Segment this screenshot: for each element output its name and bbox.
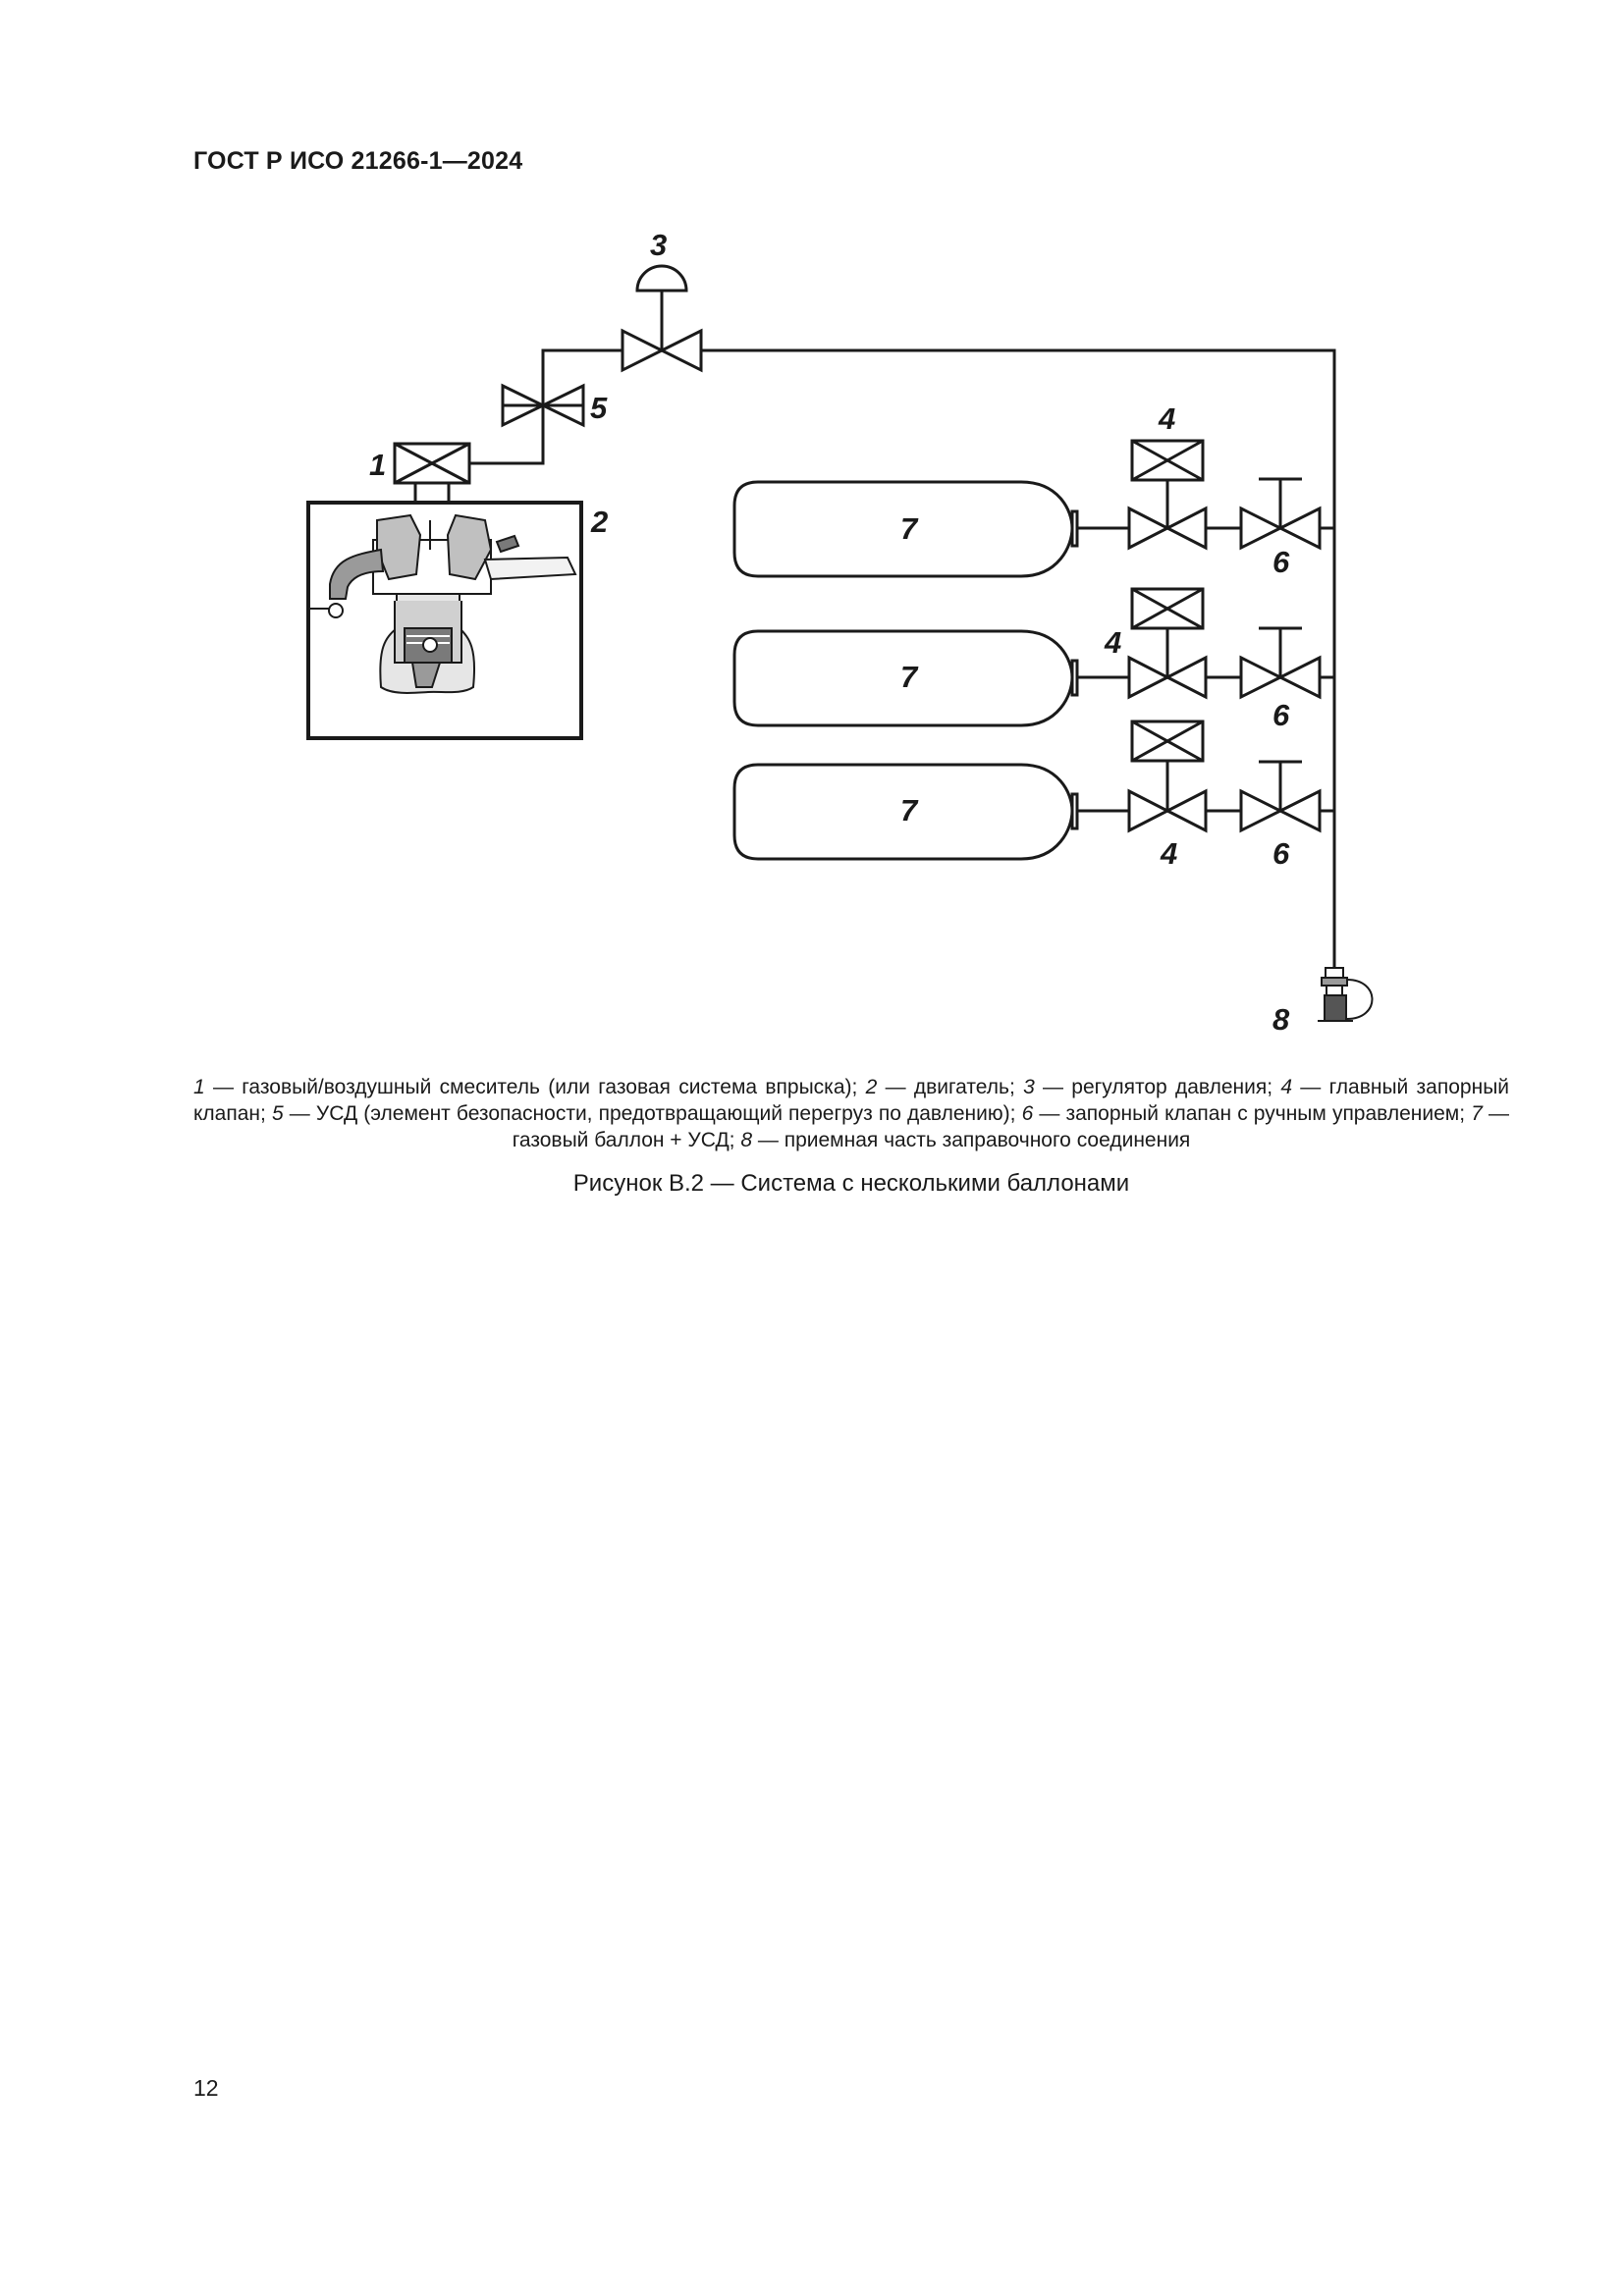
page-number: 12 bbox=[193, 2075, 219, 2101]
legend-text: — УСД (элемент безопасности, предотвращающий перегруз по давлению); bbox=[283, 1102, 1022, 1125]
legend-num: 7 bbox=[1471, 1102, 1483, 1125]
gas-air-mixer bbox=[395, 444, 469, 503]
legend-text: — газовый баллон + УСД; bbox=[512, 1102, 1509, 1151]
engine bbox=[308, 503, 581, 738]
legend-num: 3 bbox=[1023, 1076, 1035, 1098]
label-main-valve-bot: 4 bbox=[1161, 836, 1178, 871]
label-mixer: 1 bbox=[369, 448, 387, 482]
label-prd: 5 bbox=[590, 391, 608, 425]
legend-text: — регулятор давления; bbox=[1034, 1076, 1281, 1098]
label-engine: 2 bbox=[591, 505, 609, 539]
pressure-regulator bbox=[623, 266, 701, 370]
label-cylinder-top: 7 bbox=[900, 511, 918, 546]
cylinder-row-middle bbox=[734, 589, 1334, 725]
document-header: ГОСТ Р ИСО 21266-1—2024 bbox=[193, 147, 523, 175]
legend-text: — запорный клапан с ручным управлением; bbox=[1033, 1102, 1472, 1125]
legend-text: — главный запорный клапан; bbox=[193, 1076, 1510, 1125]
label-cylinder-mid: 7 bbox=[900, 660, 918, 694]
legend-text: — двигатель; bbox=[877, 1076, 1024, 1098]
legend-num: 5 bbox=[271, 1102, 284, 1125]
label-receptacle: 8 bbox=[1272, 1002, 1290, 1037]
legend-num: 1 bbox=[193, 1076, 205, 1098]
refuelling-receptacle bbox=[1318, 968, 1373, 1021]
label-manual-valve-top: 6 bbox=[1272, 545, 1290, 579]
label-manual-valve-mid: 6 bbox=[1272, 698, 1290, 732]
legend-num: 4 bbox=[1280, 1076, 1293, 1098]
label-main-valve-mid: 4 bbox=[1105, 625, 1122, 660]
label-manual-valve-bot: 6 bbox=[1272, 836, 1290, 871]
legend-num: 6 bbox=[1021, 1102, 1034, 1125]
legend-text: — газовый/воздушный смеситель (или газовая система впрыска); bbox=[204, 1076, 866, 1098]
label-regulator: 3 bbox=[650, 228, 668, 262]
label-cylinder-bot: 7 bbox=[900, 793, 918, 828]
system-diagram bbox=[0, 0, 1624, 1060]
cylinder-row-top bbox=[734, 441, 1334, 576]
cylinder-row-bottom bbox=[734, 721, 1334, 859]
label-main-valve-top: 4 bbox=[1159, 401, 1176, 436]
figure-legend bbox=[193, 1074, 1509, 1153]
figure-caption: Рисунок В.2 — Система с несколькими баллонами bbox=[572, 1170, 1130, 1197]
legend-num: 8 bbox=[740, 1129, 753, 1151]
legend-num: 2 bbox=[865, 1076, 878, 1098]
legend-text: — приемная часть заправочного соединения bbox=[752, 1129, 1191, 1151]
